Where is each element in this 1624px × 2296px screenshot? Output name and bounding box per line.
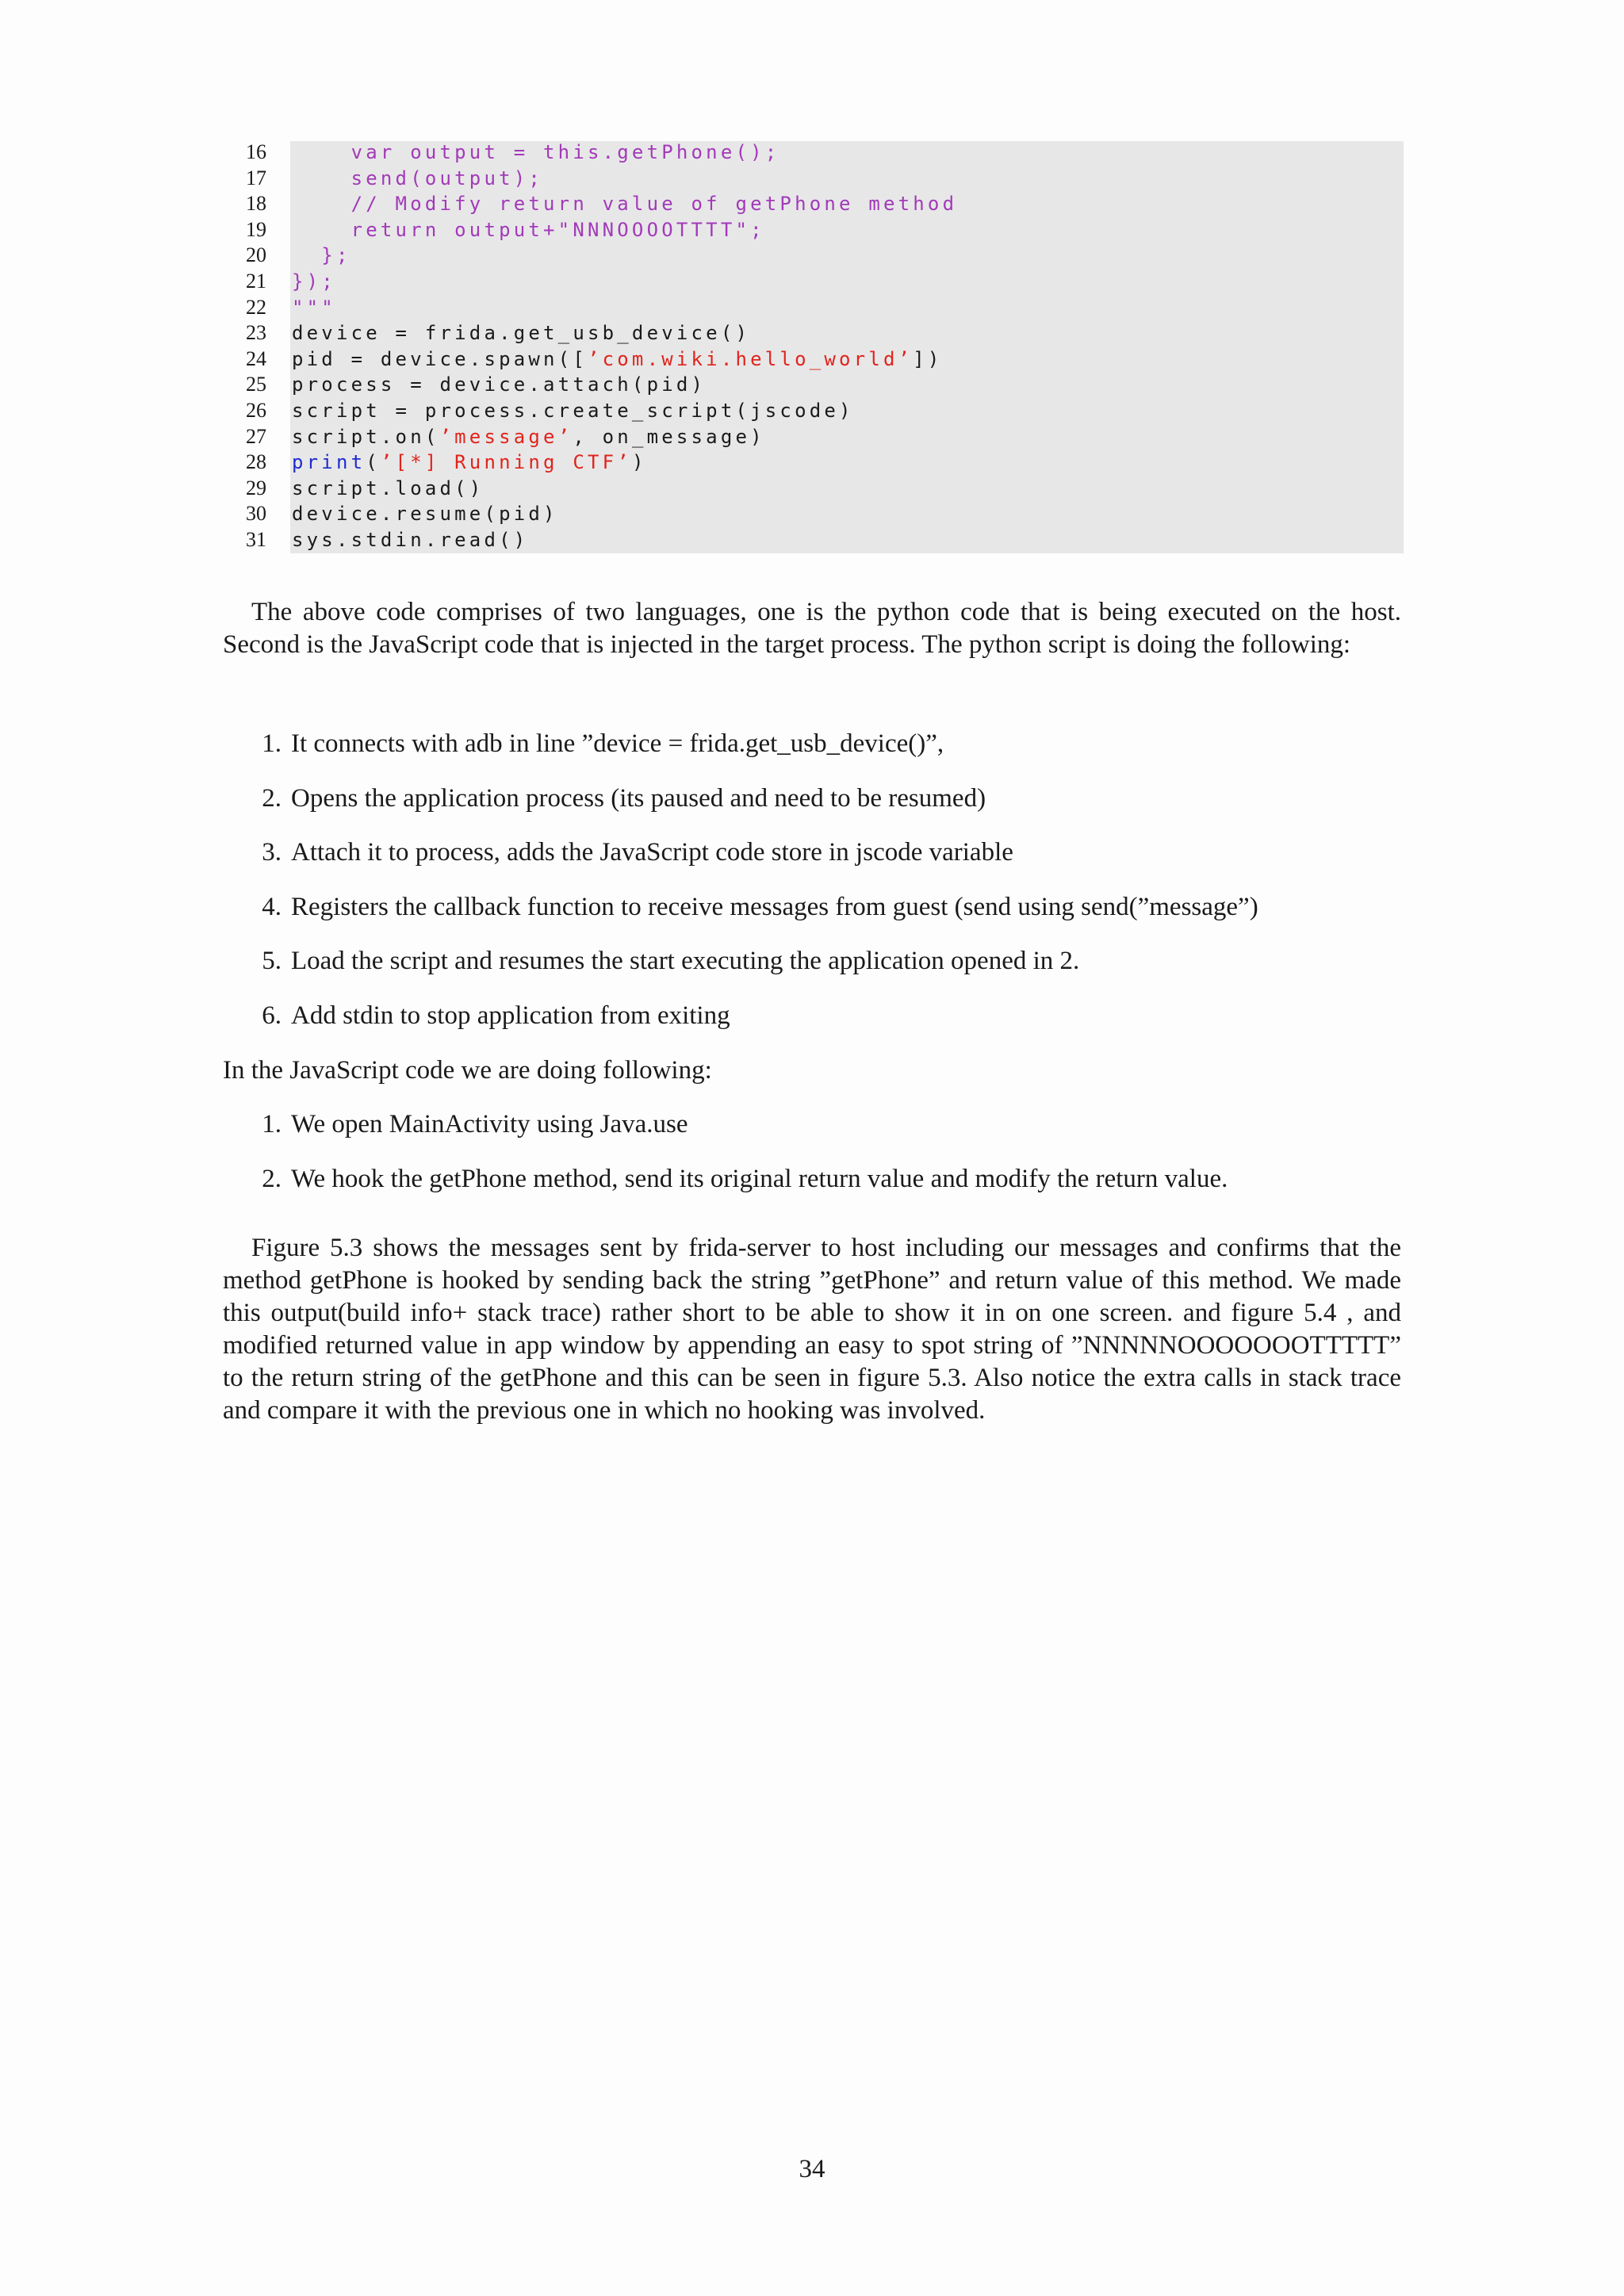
line-code [292,450,647,476]
list-number: 5. [262,947,282,975]
list-number: 4. [262,892,282,921]
paragraph-javascript: In the JavaScript code we are doing following: [223,1056,712,1085]
line-number: 20 [246,243,266,267]
code-token: send(output); [292,166,544,189]
code-line [222,424,1404,450]
list-text: We hook the getPhone method, send its original return value and modify the return value. [291,1164,1228,1193]
line-code [292,501,558,527]
line-number: 25 [246,373,266,396]
line-number: 16 [246,140,266,163]
line-number: 31 [246,527,266,551]
code-token: ’[*] Running CTF’ [380,451,632,474]
line-code [292,372,706,398]
list-number: 1. [262,1110,282,1138]
line-code [292,166,543,192]
line-number: 24 [246,346,266,370]
line-number: 29 [246,476,266,499]
code-token: }); [292,270,336,293]
line-code [292,398,854,424]
line-number: 30 [246,502,266,526]
line-code [292,424,765,450]
code-line [222,501,1404,527]
line-number: 27 [246,424,266,448]
line-code [292,320,750,346]
list-number: 2. [262,783,282,813]
list-text: Load the script and resumes the start executing the application opened in 2. [291,947,1080,975]
list-number: 6. [262,1001,282,1030]
line-number: 28 [246,450,266,474]
code-token: process = device.attach(pid) [292,373,707,396]
line-number: 23 [246,321,266,345]
code-line [222,166,1404,192]
line-number: 17 [246,166,266,189]
list-text: It connects with adb in line ”device = frida.get_usb_device()”, [291,729,944,758]
line-number: 21 [246,269,266,293]
list-number: 3. [262,838,282,867]
paragraph-intro: The above code comprises of two languages, one is the python code that is being executed on the host. Second is the JavaScript code that is injected in the target process. The python script is doing the following: [223,598,1401,659]
code-token: pid = device.spawn([ [292,347,588,370]
line-code [292,191,957,217]
code-token: var output = this.getPhone(); [292,141,780,163]
code-token: script = process.create_script(jscode) [292,399,854,422]
code-line [222,295,1404,321]
code-token: ( [366,451,381,474]
code-line [222,476,1404,502]
code-token: ]) [913,347,943,370]
line-code [292,527,528,553]
line-code [292,140,779,166]
page-number: 34 [799,2155,825,2183]
paragraph-figure: Figure 5.3 shows the messages sent by frida-server to host including our messages and confirms that the method getPhone is hooked by sending back the string ”getPhone” and return value of this method. We made this output(build info+ stack trace) rather short to be able to show it in on one screen. and figure 5.4 , and modified returned value in app window by appending an easy to spot string of ”NNNNNOOOOOOOTTTTT” to the return string of the getPhone and this can be seen in figure 5.3. Also notice the extra calls in stack trace and compare it with the previous one in which no hooking was involved. [223,1234,1401,1425]
code-line [222,450,1404,476]
code-token: print [292,451,366,474]
list-text: Registers the callback function to receive messages from guest (send using send(”message”) [291,892,1258,921]
code-line [222,398,1404,424]
code-token: ) [631,451,647,474]
list-number: 2. [262,1164,282,1193]
code-line [222,527,1404,553]
list-number: 1. [262,729,282,758]
code-line [222,243,1404,269]
line-code [292,243,351,269]
code-line [222,217,1404,243]
code-line [222,140,1404,166]
list-text: We open MainActivity using Java.use [291,1110,688,1138]
line-number: 18 [246,192,266,216]
line-number: 22 [246,295,266,319]
code-token: sys.stdin.read() [292,528,529,551]
code-token: return output+"NNNOOOOTTTT"; [292,218,765,241]
line-code [292,295,336,321]
code-token: ’com.wiki.hello_world’ [587,347,914,370]
code-listing [222,140,1404,553]
code-token: script.on( [292,425,440,448]
code-line [222,191,1404,217]
line-number: 26 [246,398,266,422]
code-token: ’message’ [439,425,573,448]
code-token: device = frida.get_usb_device() [292,322,751,345]
line-code [292,346,943,373]
line-code [292,269,336,295]
line-code [292,217,765,243]
code-line [222,346,1404,373]
code-token: , on_message) [573,425,765,448]
code-token: script.load() [292,476,485,499]
list-text: Attach it to process, adds the JavaScript code store in jscode variable [291,838,1013,867]
line-number: 19 [246,217,266,241]
list-text: Opens the application process (its paused and need to be resumed) [291,783,986,813]
list-text: Add stdin to stop application from exiting [291,1001,730,1030]
code-line [222,269,1404,295]
code-token: device.resume(pid) [292,503,558,526]
line-code [292,476,484,502]
code-line [222,372,1404,398]
code-lines [222,140,1404,553]
code-token: // Modify return value of getPhone method [292,193,958,216]
code-token: }; [292,244,351,267]
code-line [222,320,1404,346]
code-token: """ [292,296,336,319]
